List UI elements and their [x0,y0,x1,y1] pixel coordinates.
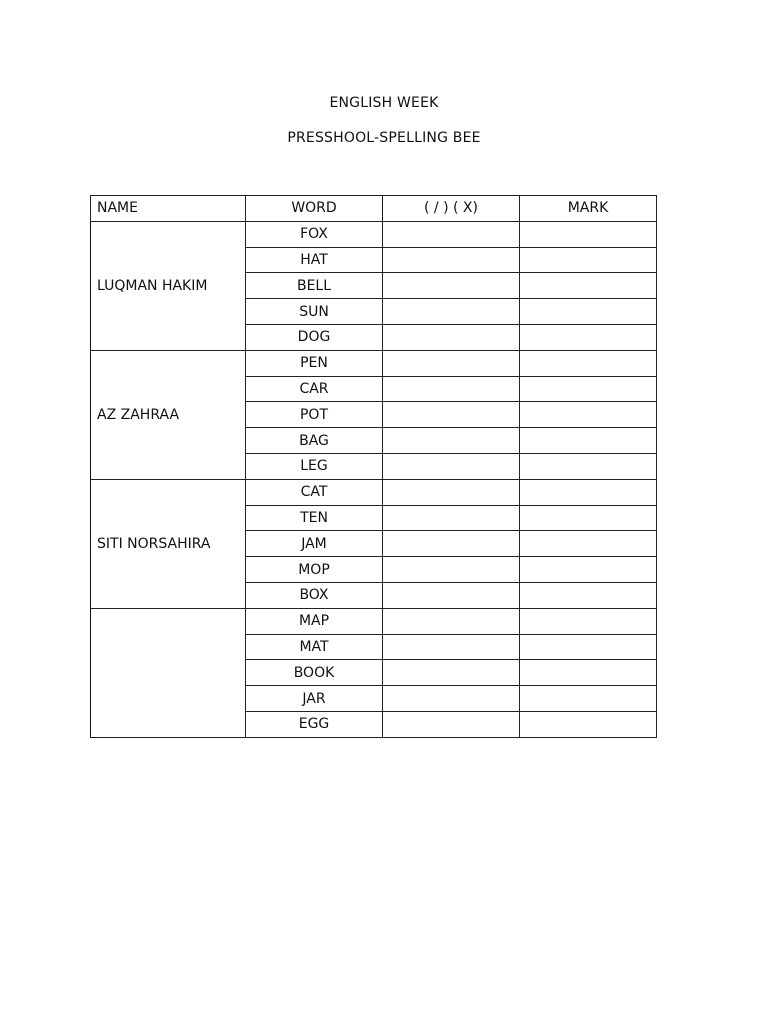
mark-cell[interactable] [520,273,657,299]
mark-cell[interactable] [520,247,657,273]
tick-cross-cell[interactable] [383,247,520,273]
mark-cell[interactable] [520,634,657,660]
mark-cell[interactable] [520,531,657,557]
tick-cross-cell[interactable] [383,273,520,299]
word-cell: BELL [246,273,383,299]
mark-cell[interactable] [520,402,657,428]
tick-cross-cell[interactable] [383,608,520,634]
mark-cell[interactable] [520,221,657,247]
mark-cell[interactable] [520,428,657,454]
word-cell: TEN [246,505,383,531]
column-header-mark: MARK [520,196,657,222]
mark-cell[interactable] [520,299,657,325]
tick-cross-cell[interactable] [383,634,520,660]
table-row [91,479,657,505]
word-cell: BOX [246,582,383,608]
tick-cross-cell[interactable] [383,686,520,712]
mark-cell[interactable] [520,479,657,505]
tick-cross-cell[interactable] [383,582,520,608]
mark-cell[interactable] [520,324,657,350]
tick-cross-cell[interactable] [383,557,520,583]
table-header-row [91,196,657,222]
page-subtitle: PRESSHOOL-SPELLING BEE [287,130,481,146]
mark-cell[interactable] [520,608,657,634]
word-cell: SUN [246,299,383,325]
word-cell: EGG [246,711,383,737]
tick-cross-cell[interactable] [383,711,520,737]
page-title: ENGLISH WEEK [329,95,439,111]
word-cell: PEN [246,350,383,376]
mark-cell[interactable] [520,711,657,737]
tick-cross-cell[interactable] [383,505,520,531]
word-cell: LEG [246,453,383,479]
tick-cross-cell[interactable] [383,376,520,402]
tick-cross-cell[interactable] [383,299,520,325]
mark-cell[interactable] [520,453,657,479]
student-name-cell: SITI NORSAHIRA [91,479,246,608]
tick-cross-cell[interactable] [383,350,520,376]
column-header-name: NAME [91,196,246,222]
word-cell: POT [246,402,383,428]
word-cell: JAM [246,531,383,557]
word-cell: BOOK [246,660,383,686]
word-cell: MAT [246,634,383,660]
word-cell: CAT [246,479,383,505]
word-cell: FOX [246,221,383,247]
word-cell: JAR [246,686,383,712]
tick-cross-cell[interactable] [383,660,520,686]
word-cell: DOG [246,324,383,350]
student-name-cell: AZ ZAHRAA [91,350,246,479]
mark-cell[interactable] [520,376,657,402]
word-cell: MOP [246,557,383,583]
tick-cross-cell[interactable] [383,221,520,247]
column-header-tick-cross: ( / ) ( X) [383,196,520,222]
mark-cell[interactable] [520,660,657,686]
column-header-word: WORD [246,196,383,222]
tick-cross-cell[interactable] [383,479,520,505]
tick-cross-cell[interactable] [383,453,520,479]
tick-cross-cell[interactable] [383,428,520,454]
mark-cell[interactable] [520,350,657,376]
student-name-cell [91,608,246,737]
table-row [91,350,657,376]
table-row [91,221,657,247]
word-cell: CAR [246,376,383,402]
mark-cell[interactable] [520,582,657,608]
table-row [91,608,657,634]
tick-cross-cell[interactable] [383,324,520,350]
mark-cell[interactable] [520,557,657,583]
word-cell: MAP [246,608,383,634]
tick-cross-cell[interactable] [383,531,520,557]
spelling-table [90,195,657,738]
mark-cell[interactable] [520,505,657,531]
table-body [91,221,657,737]
word-cell: HAT [246,247,383,273]
student-name-cell: LUQMAN HAKIM [91,221,246,350]
word-cell: BAG [246,428,383,454]
tick-cross-cell[interactable] [383,402,520,428]
mark-cell[interactable] [520,686,657,712]
